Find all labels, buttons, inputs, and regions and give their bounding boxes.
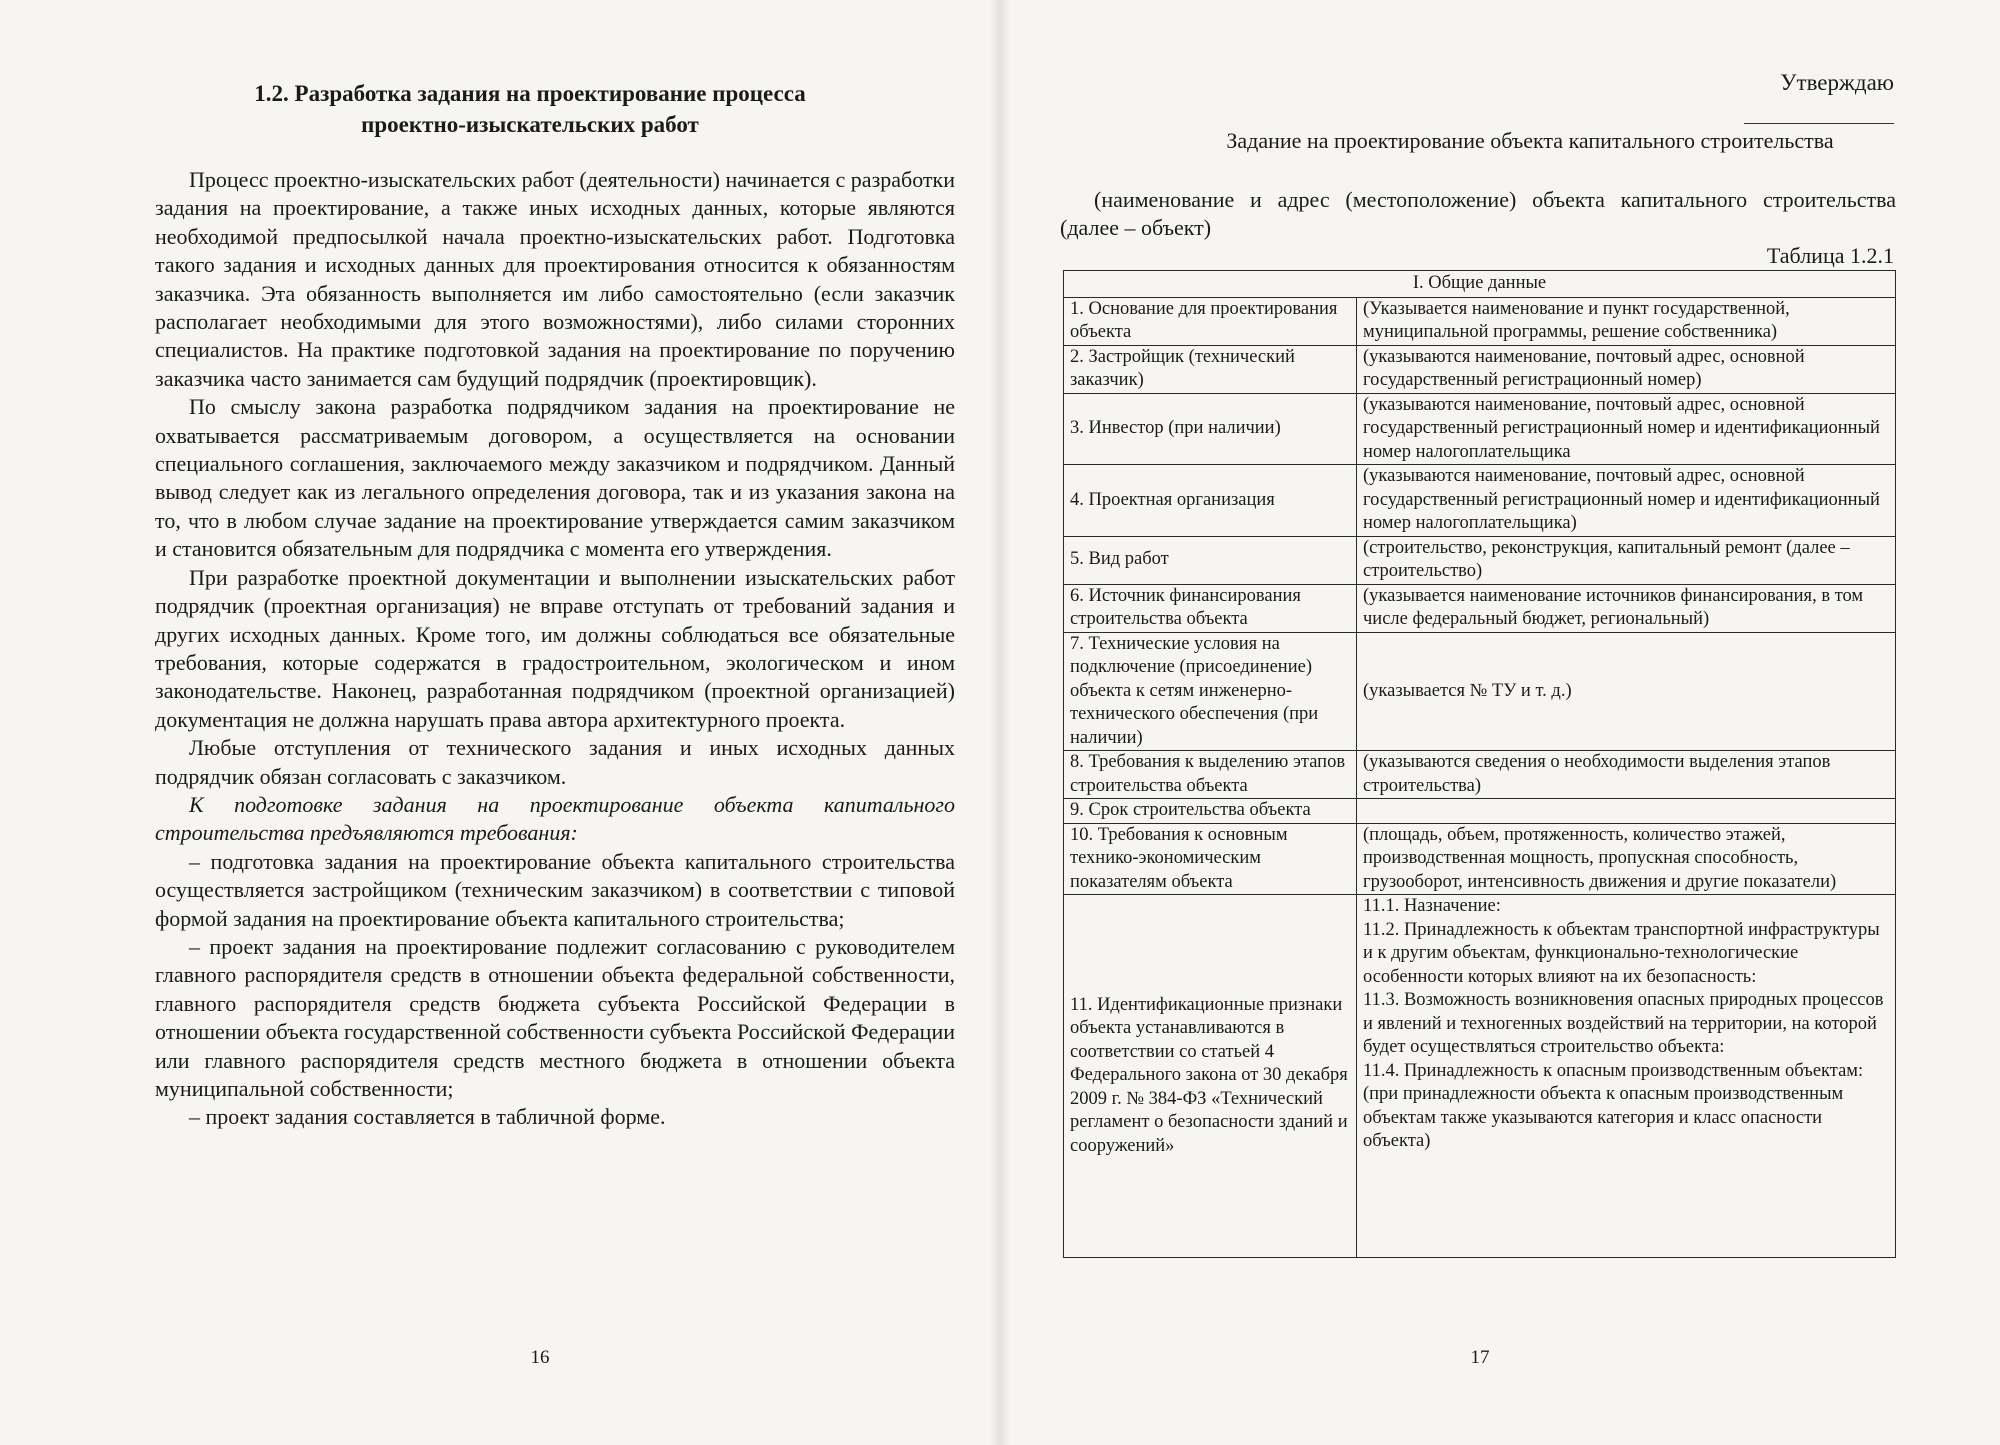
right-page: [1000, 0, 2000, 1445]
table-row: [1064, 799, 1896, 824]
row-label: 10. Требования к основным технико-экономическим показателям объекта: [1064, 823, 1357, 895]
table-row: [1064, 632, 1896, 751]
object-name: (наименование и адрес (местоположение) объекта капитального строительства (далее – объект): [1060, 187, 1896, 240]
signature-line: [1744, 123, 1894, 124]
paragraph: Процесс проектно-изыскательских работ (деятельности) начинается с разработки задания на проектирование, а также иных исходных данных, которые являются необходимой предпосылкой начала проектно-изыскательских работ. Подготовка такого задания и исходных данных для проектирования относится к обязанностям заказчика. Эта обязанность выполняется им либо самостоятельно (если заказчик располагает необходимыми для этого возможностями), либо силами сторонних специалистов. На практике подготовкой задания на проектирование по поручению заказчика часто занимается сам будущий подрядчик (проектировщик).: [155, 167, 956, 391]
row-value: (указываются наименование, почтовый адрес, основной государственный регистрационный номер и идентификационный номер налогоплательщика: [1357, 393, 1896, 465]
table-row: [1064, 393, 1896, 465]
table-row: [1064, 584, 1896, 632]
row-value: (указываются наименование, почтовый адрес, основной государственный регистрационный номер и идентификационный номер налогоплательщика): [1357, 465, 1896, 537]
row-label: 8. Требования к выделению этапов строительства объекта: [1064, 751, 1357, 799]
row-label: 4. Проектная организация: [1064, 465, 1357, 537]
page-number: 17: [1470, 1347, 1490, 1368]
table-section-row: [1064, 271, 1896, 298]
body-text: [155, 166, 955, 1132]
row-label: 7. Технические условия на подключение (присоединение) объекта к сетям инженерно-технического обеспечения (при наличии): [1064, 632, 1357, 751]
list-item: – проект задания составляется в табличной форме.: [189, 1104, 666, 1130]
row-value-line: 11.3. Возможность возникновения опасных природных процессов и явлений и техногенных воздействий на территории, на которой будет осуществляться строительство объекта:: [1363, 990, 1884, 1057]
task-title: Задание на проектирование объекта капитального строительства: [1226, 128, 1834, 153]
list-item: – подготовка задания на проектирование объекта капитального строительства осуществляется застройщиком (техническим заказчиком) в соответствии с типовой формой задания на проектирование объекта капитального строительства;: [155, 848, 955, 931]
table-row: [1064, 297, 1896, 345]
table-label: Таблица 1.2.1: [1766, 243, 1894, 268]
row-label: 5. Вид работ: [1064, 536, 1357, 584]
row-value: (указывается наименование источников финансирования, в том числе федеральный бюджет, региональный): [1357, 584, 1896, 632]
row-value-line: 11.2. Принадлежность к объектам транспортной инфраструктуры и к другим объектам, функционально-технологические особенности которых влияют на их безопасность:: [1363, 919, 1880, 987]
requirements-table: [1063, 270, 1896, 1258]
paragraph: При разработке проектной документации и выполнении изыскательских работ подрядчик (проектная организация) не вправе отступать от требований задания и других исходных данных. Кроме того, им должны соблюдаться все обязательные требования, которые содержатся в градостроительном, экологическом и ином законодательстве. Наконец, разработанная подрядчиком (проектной организацией) документация не должна нарушать права автора архитектурного проекта.: [155, 564, 955, 732]
paragraph: По смыслу закона разработка подрядчиком задания на проектирование не охватывается рассматриваемым договором, а осуществляется на основании специального соглашения, заключаемого между заказчиком и подрядчиком. Данный вывод следует как из легального определения договора, так и из указания закона на то, что в любом случае задание на проектирование утверждается самим заказчиком и становится обязательным для подрядчика с момента его утверждения.: [155, 394, 955, 562]
row-value-line: 11.1. Назначение:: [1363, 896, 1501, 916]
approval-label: Утверждаю: [1780, 70, 1894, 95]
row-label: 9. Срок строительства объекта: [1064, 799, 1357, 824]
table-row: [1064, 823, 1896, 895]
row-value: (строительство, реконструкция, капитальный ремонт (далее – строительство): [1357, 536, 1896, 584]
page-number: 16: [530, 1347, 550, 1368]
table-row: [1064, 751, 1896, 799]
row-value: (указываются наименование, почтовый адрес, основной государственный регистрационный номер): [1357, 345, 1896, 393]
row-label: 2. Застройщик (технический заказчик): [1064, 345, 1357, 393]
table-row: [1064, 465, 1896, 537]
list-item: – проект задания на проектирование подлежит согласованию с руководителем главного распорядителя средств в отношении объекта федеральной собственности, главного распорядителя средств бюджета субъекта Российской Федерации в отношении объекта государственной собственности субъекта Российской Федерации или главного распорядителя средств местного бюджета в отношении объекта муниципальной собственности;: [155, 933, 955, 1101]
paragraph: Любые отступления от технического задания и иных исходных данных подрядчик обязан согласовать с заказчиком.: [155, 735, 955, 789]
paragraph-italic: К подготовке задания на проектирование объекта капитального строительства предъявляются требования:: [155, 791, 955, 846]
row-label: 1. Основание для проектирования объекта: [1064, 297, 1357, 345]
table-row: [1064, 536, 1896, 584]
row-value: (указывается № ТУ и т. д.): [1357, 632, 1896, 751]
row-value: (Указывается наименование и пункт государственной, муниципальной программы, решение собственника): [1357, 297, 1896, 345]
heading-line: проектно-изыскательских работ: [361, 112, 699, 137]
row-value: (указываются сведения о необходимости выделения этапов строительства): [1357, 751, 1896, 799]
section-title: I. Общие данные: [1064, 271, 1896, 298]
row-value: [1357, 895, 1896, 1258]
row-value: [1357, 799, 1896, 824]
section-heading: [150, 78, 910, 140]
table-row: [1064, 895, 1896, 1258]
row-label: 3. Инвестор (при наличии): [1064, 393, 1357, 465]
row-label: 11. Идентификационные признаки объекта устанавливаются в соответствии со статьей 4 Федерального закона от 30 декабря 2009 г. № 384-ФЗ «Технический регламент о безопасности зданий и сооружений»: [1064, 895, 1357, 1258]
heading-line: 1.2. Разработка задания на проектирование процесса: [254, 81, 806, 106]
row-value-line: (при принадлежности объекта к опасным производственным объектам также указываются категория и класс опасности объекта): [1363, 1084, 1844, 1151]
row-value-line: 11.4. Принадлежность к опасным производственным объектам:: [1363, 1060, 1864, 1081]
row-label: 6. Источник финансирования строительства объекта: [1064, 584, 1357, 632]
table-row: [1064, 345, 1896, 393]
row-value: (площадь, объем, протяженность, количество этажей, производственная мощность, пропускная способность, грузооборот, интенсивность движения и другие показатели): [1357, 823, 1896, 895]
